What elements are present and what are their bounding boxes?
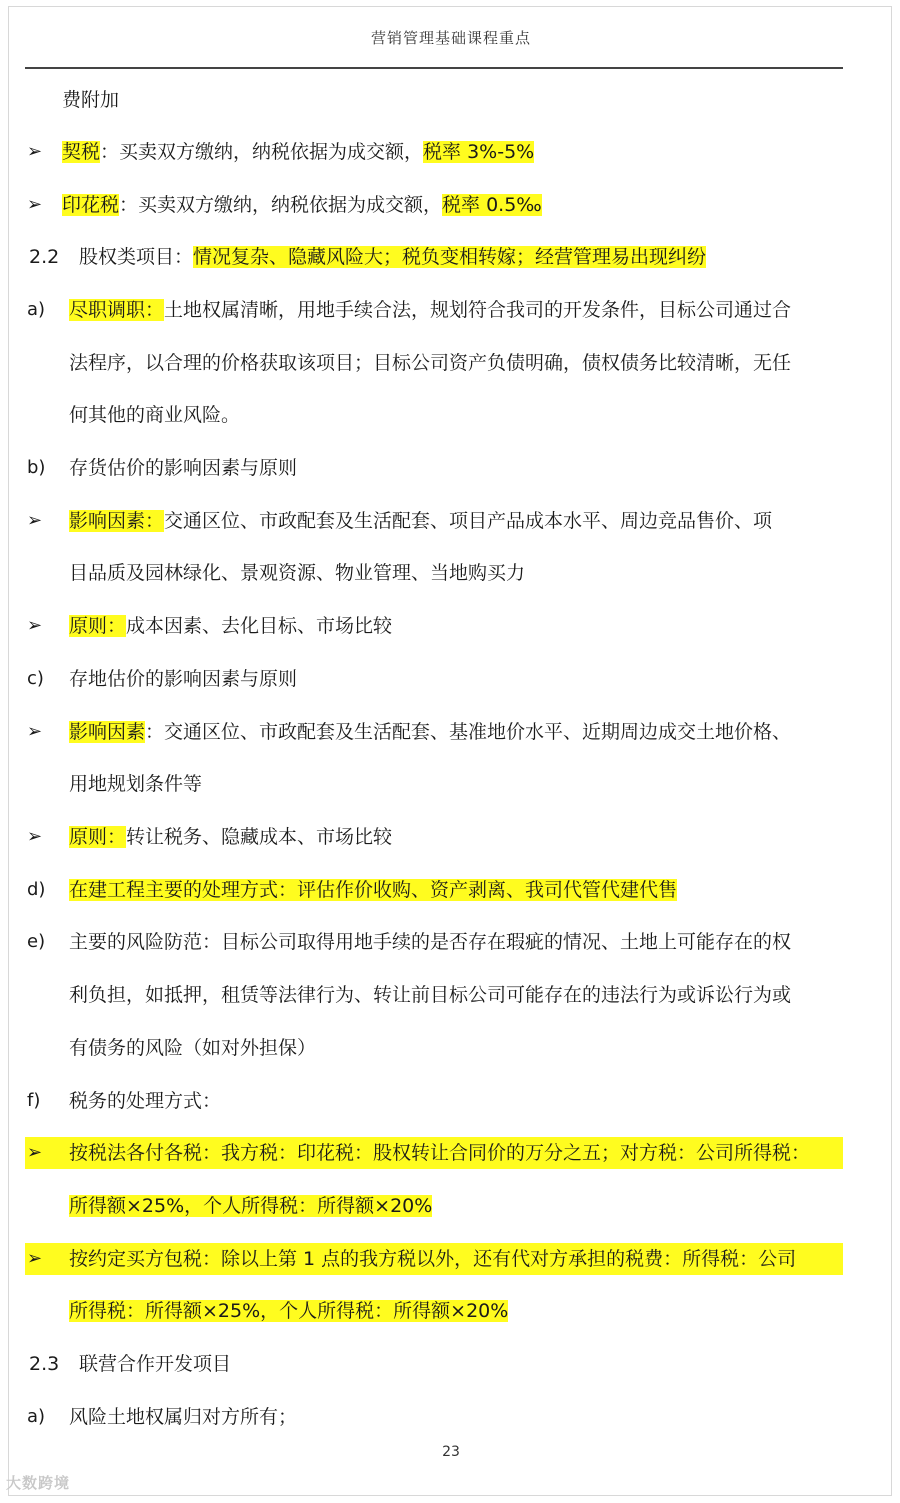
document-page: [8, 6, 892, 1496]
bullet-body: ：买卖双方缴纳，纳税依据为成交额，: [100, 141, 424, 163]
section-title: 联营合作开发项目: [79, 1353, 232, 1375]
list-marker: a): [27, 299, 46, 320]
bullet-item-stamp-tax: [9, 188, 893, 222]
bullet-item: [9, 820, 893, 854]
highlight-term: 印花税: [62, 194, 120, 216]
text-line: [9, 1031, 893, 1065]
text-line: [9, 978, 893, 1012]
paragraph-text: [69, 1189, 432, 1223]
watermark-logo: 大数跨境: [6, 1474, 71, 1492]
arrow-bullet-icon: ➢: [27, 141, 43, 162]
paragraph-text: [69, 1294, 508, 1328]
page-header-title: 营销管理基础课程重点: [370, 29, 531, 47]
text-line: [9, 767, 893, 801]
section-heading-2-2: [9, 240, 893, 274]
section-title: [79, 240, 706, 274]
paragraph-text: 目品质及园林绿化、景观资源、物业管理、当地购买力: [69, 562, 526, 584]
highlight-summary: 情况复杂、隐藏风险大；税负变相转嫁；经营管理易出现纠纷: [193, 246, 707, 268]
list-item-a: [9, 293, 893, 327]
bullet-body: ：买卖双方缴纳，纳税依据为成交额，: [119, 194, 443, 216]
paragraph-text: 有债务的风险（如对外担保）: [69, 1037, 317, 1059]
bullet-text: [62, 188, 542, 222]
list-marker: b): [27, 457, 46, 478]
highlight-term: 原则：: [69, 615, 127, 637]
header-divider: [25, 67, 843, 69]
section-heading-2-3: [9, 1347, 893, 1381]
paragraph-text: 用地规划条件等: [69, 773, 203, 795]
arrow-bullet-icon: ➢: [27, 721, 43, 742]
bullet-item: [9, 715, 893, 749]
list-marker: d): [27, 879, 46, 900]
bullet-item-highlighted: [9, 1136, 893, 1170]
paragraph-text: 法程序，以合理的价格获取该项目；目标公司资产负债明确，债权债务比较清晰，无任: [69, 352, 792, 374]
arrow-bullet-icon: ➢: [27, 1142, 43, 1163]
highlight-term: 尽职调职：: [69, 299, 165, 321]
bullet-body: 转让税务、隐藏成本、市场比较: [126, 826, 393, 848]
bullet-text: [69, 715, 791, 749]
list-item-c: [9, 662, 893, 696]
bullet-item: [9, 609, 893, 643]
paragraph-text: 何其他的商业风险。: [69, 404, 241, 426]
bullet-text: 按约定买方包税：除以上第 1 点的我方税以外，还有代对方承担的税费：所得税：公司: [69, 1248, 797, 1270]
highlight-term: 原则：: [69, 826, 127, 848]
bullet-body: ：交通区位、市政配套及生活配套、基准地价水平、近期周边成交土地价格、: [145, 721, 792, 743]
list-item-b: [9, 451, 893, 485]
bullet-body: 成本因素、去化目标、市场比较: [126, 615, 393, 637]
text-line: [9, 556, 893, 590]
arrow-bullet-icon: ➢: [27, 194, 43, 215]
list-item-text: [69, 293, 791, 327]
paragraph-text: 费附加: [62, 89, 120, 111]
bullet-text: [69, 504, 772, 538]
bullet-item: [9, 504, 893, 538]
bullet-text: [62, 135, 534, 169]
bullet-text: [69, 609, 392, 643]
list-item-e: [9, 925, 893, 959]
highlight-term: 契税: [62, 141, 101, 163]
bullet-text: [69, 820, 392, 854]
text-line: [9, 1189, 893, 1223]
bullet-item-deed-tax: [9, 135, 893, 169]
bullet-item-highlighted: [9, 1242, 893, 1276]
arrow-bullet-icon: ➢: [27, 510, 43, 531]
section-number: 2.2: [29, 246, 60, 268]
highlight-text: 所得税：所得额×25%，个人所得税：所得额×20%: [69, 1300, 509, 1322]
arrow-bullet-icon: ➢: [27, 1248, 43, 1269]
list-item-text: 税务的处理方式：: [69, 1090, 222, 1112]
list-marker: f): [27, 1090, 41, 1111]
list-marker: a): [27, 1406, 46, 1427]
text-line: [9, 346, 893, 380]
highlight-sentence: 在建工程主要的处理方式：评估作价收购、资产剥离、我司代管代建代售: [69, 879, 678, 901]
list-marker: c): [27, 668, 44, 689]
list-item-text: 存地估价的影响因素与原则: [69, 668, 298, 690]
list-item-body: 土地权属清晰，用地手续合法，规划符合我司的开发条件，目标公司通过合: [164, 299, 792, 321]
list-item-a: [9, 1400, 893, 1434]
section-title-text: 股权类项目：: [79, 246, 194, 268]
list-item-text: 主要的风险防范：目标公司取得用地手续的是否存在瑕疵的情况、土地上可能存在的权: [69, 931, 792, 953]
highlight-text: 所得额×25%，个人所得税：所得额×20%: [69, 1195, 433, 1217]
arrow-bullet-icon: ➢: [27, 826, 43, 847]
list-marker: e): [27, 931, 46, 952]
highlight-rate: 税率 0.5‰: [442, 194, 542, 216]
list-item-d: [9, 873, 893, 907]
text-line: [9, 398, 893, 432]
list-item-text: 存货估价的影响因素与原则: [69, 457, 298, 479]
arrow-bullet-icon: ➢: [27, 615, 43, 636]
text-line: [9, 83, 893, 117]
list-item-f: [9, 1084, 893, 1118]
list-item-text: 风险土地权属归对方所有；: [69, 1406, 298, 1428]
text-line: [9, 1294, 893, 1328]
highlight-term: 影响因素: [69, 721, 146, 743]
bullet-text: 按税法各付各税：我方税：印花税：股权转让合同价的万分之五；对方税：公司所得税：: [69, 1142, 811, 1164]
page-number: 23: [442, 1444, 460, 1460]
paragraph-text: 利负担，如抵押，租赁等法律行为、转让前目标公司可能存在的违法行为或诉讼行为或: [69, 984, 792, 1006]
bullet-body: 交通区位、市政配套及生活配套、项目产品成本水平、周边竞品售价、项: [164, 510, 773, 532]
list-item-text: [69, 873, 677, 907]
highlight-rate: 税率 3%-5%: [423, 141, 535, 163]
section-number: 2.3: [29, 1353, 60, 1375]
highlight-term: 影响因素：: [69, 510, 165, 532]
